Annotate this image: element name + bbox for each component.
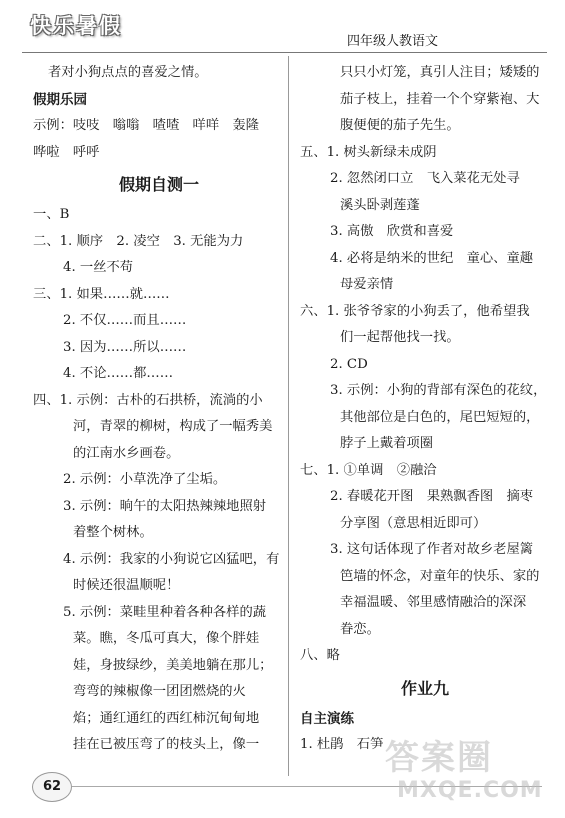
answer-line: 脖子上戴着项圈	[340, 436, 434, 451]
answer-line: 3. 示例：晌午的太阳热辣辣地照射	[63, 498, 267, 514]
page-header	[0, 0, 565, 52]
answer-line: 笆墙的怀念，对童年的快乐、家的	[340, 568, 540, 584]
answer-line: 2. CD	[330, 356, 368, 372]
answer-line: 2. 不仅……而且……	[63, 313, 187, 328]
grade-label: 四年级人教语文	[347, 34, 439, 49]
answer-line: 五、1. 树头新绿未成阴	[300, 144, 437, 160]
answer-line: 示例：吱吱 嗡嗡 喳喳 咩咩 轰隆	[33, 118, 260, 133]
answer-line: 菜。瞧，冬瓜可真大，像个胖娃	[73, 631, 260, 646]
answer-line: 着整个树林。	[73, 525, 153, 540]
answer-line: 其他部位是白色的，尾巴短短的，	[340, 409, 540, 425]
answer-line: 河，青翠的柳树，构成了一幅秀美	[73, 419, 273, 434]
left-column	[33, 60, 285, 759]
answer-line: 母爱亲情	[340, 277, 394, 292]
series-title: 快乐暑假	[30, 14, 122, 38]
answer-line: 娃，身披绿纱，美美地躺在那儿；	[73, 657, 273, 673]
answer-line: 2. 春暖花开图 果熟飘香图 摘枣	[330, 489, 534, 504]
column-divider	[288, 56, 289, 776]
answer-line: 焰；通红通红的西红柿沉甸甸地	[73, 710, 260, 726]
right-column	[300, 60, 550, 759]
header-rule	[22, 52, 547, 53]
answer-line: 者对小狗点点的喜爱之情。	[48, 65, 208, 80]
answer-line: 挂在已被压弯了的枝头上，像一	[73, 737, 260, 752]
answer-line: 3. 这句话体现了作者对故乡老屋篱	[330, 542, 534, 557]
answer-line: 5. 示例：菜畦里种着各种各样的蔬	[63, 604, 267, 620]
answer-line: 4. 不论……都……	[63, 366, 173, 381]
answer-line: 4. 示例：我家的小狗说它凶猛吧，有	[63, 551, 280, 567]
answer-line: 八、略	[300, 648, 340, 663]
section-title: 作业九	[400, 678, 449, 698]
answer-line: 4. 一丝不苟	[63, 260, 134, 275]
watermark-logo: 答案圈	[385, 738, 493, 778]
answer-line: 一、B	[33, 207, 70, 222]
answer-line: 3. 因为……所以……	[63, 339, 187, 355]
answer-line: 腹便便的茄子先生。	[340, 118, 460, 133]
answer-line: 1. 杜鹃 石笋	[300, 737, 384, 752]
answer-line: 三、1. 如果……就……	[33, 286, 170, 302]
answer-line: 3. 示例：小狗的背部有深色的花纹，	[330, 383, 547, 398]
answer-line: 哗啦 呼呼	[33, 144, 100, 160]
answer-line: 弯弯的辣椒像一团团燃烧的火	[73, 684, 246, 699]
answer-line: 幸福温暖、邻里感情融洽的深深	[340, 595, 527, 610]
answer-line: 2. 忽然闭口立 飞入菜花无处寻	[330, 171, 520, 186]
answer-line: 4. 必将是纳米的世纪 童心、童趣	[330, 250, 534, 266]
section-heading: 自主演练	[300, 710, 354, 727]
answer-line: 3. 高傲 欣赏和喜爱	[330, 224, 454, 239]
watermark-url: MXQE.COM	[397, 778, 543, 803]
section-title: 假期自测一	[118, 175, 199, 194]
answer-line: 二、1. 顺序 2. 凌空 3. 无能为力	[33, 233, 244, 249]
watermark	[385, 730, 555, 810]
answer-line: 只只小灯笼，真引人注目；矮矮的	[340, 65, 540, 80]
answer-line: 七、1. ①单调 ②融洽	[300, 462, 437, 478]
answer-line: 分享图（意思相近即可）	[340, 515, 487, 531]
answer-line: 六、1. 张爷爷家的小狗丢了，他希望我	[300, 303, 530, 319]
page-number: 62	[32, 772, 72, 802]
answer-line: 时候还很温顺呢！	[73, 578, 180, 593]
section-heading: 假期乐园	[33, 91, 87, 108]
answer-line: 们一起帮他找一找。	[340, 330, 460, 345]
answer-line: 的江南水乡画卷。	[73, 445, 180, 461]
answer-line: 2. 示例：小草洗净了尘垢。	[63, 472, 227, 487]
answer-line: 四、1. 示例：古朴的石拱桥，流淌的小	[33, 392, 263, 408]
answer-line: 溪头卧剥莲蓬	[340, 197, 420, 213]
answer-line: 眷恋。	[340, 621, 380, 637]
answer-line: 茄子枝上，挂着一个个穿紫袍、大	[340, 91, 540, 107]
